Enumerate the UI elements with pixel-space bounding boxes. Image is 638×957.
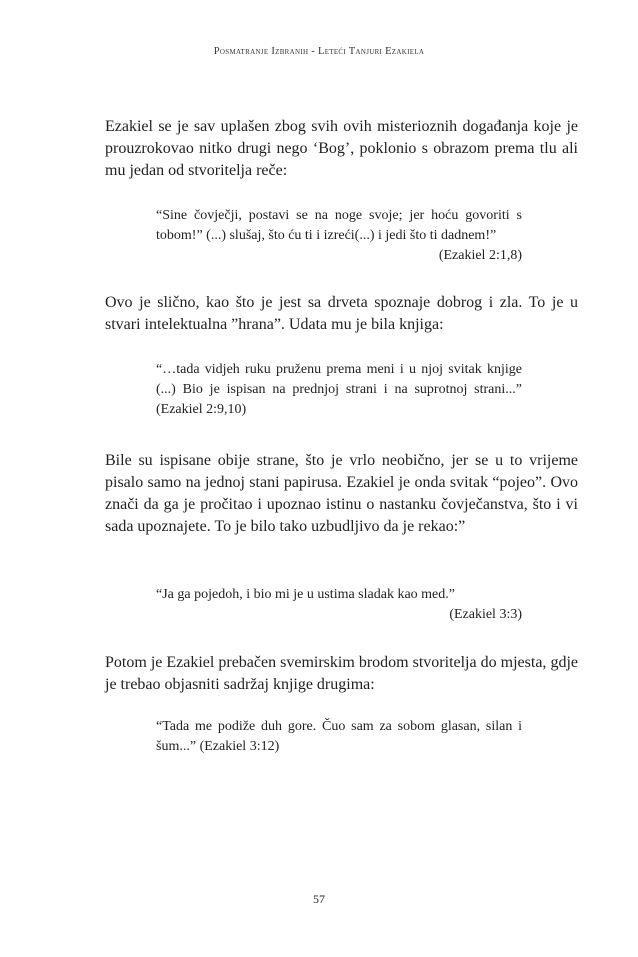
paragraph-3: Bile su ispisane obije strane, što je vrlo neobično, jer se u to vrijeme pisalo samo na jednoj stani papirusa. Ezakiel je onda svitak “pojeo”. Ovo znači da ga je pročitao i upoznao istinu o nastanku čovječanstva, što i vi sada upoznajete. To je bilo tako uzbudljivo da je rekao:” (105, 452, 578, 535)
quote-2 (156, 360, 522, 420)
quote-4 (156, 717, 522, 757)
quote-2-citation: (Ezakiel 2:9,10) (156, 402, 247, 417)
paragraph-2: Ovo je slično, kao što je jest sa drveta spoznaje dobrog i zla. To je u stvari intelektualna ”hrana”. Udata mu je bila knjiga: (105, 294, 578, 333)
quote-3 (156, 585, 522, 625)
quote-1-text: “Sine čovječji, postavi se na noge svoje; jer hoću govoriti s tobom!” (...) slušaj, što ću ti i izreći(...) i jedi što ti dadnem!” (156, 208, 522, 243)
quote-1-citation: (Ezakiel 2:1,8) (438, 248, 522, 263)
quote-3-text: “Ja ga pojedoh, i bio mi je u ustima sladak kao med.” (156, 587, 455, 602)
paragraph-4: Potom je Ezakiel prebačen svemirskim brodom stvoritelja do mjesta, gdje je trebao objasniti sadržaj knjige drugima: (105, 654, 578, 693)
quote-2-text: “…tada vidjeh ruku pruženu prema meni i u njoj svitak knjige (...) Bio je ispisan na prednjoj strani i na suprotnoj strani...” (156, 362, 522, 397)
quote-3-citation: (Ezakiel 3:3) (449, 607, 522, 622)
paragraph-1: Ezakiel se je sav uplašen zbog svih ovih misterioznih događanja koje je prouzrokovao nitko drugi nego ‘Bog’, poklonio s obrazom prema tlu ali mu jedan od stvoritelja reče: (105, 118, 578, 179)
running-header: Posmatranje Izbranih - Leteći Tanjuri Ezakiela (213, 46, 425, 57)
quote-4-text: “Tada me podiže duh gore. Čuo sam za sobom glasan, silan i šum...” (156, 719, 522, 754)
quote-4-citation: (Ezakiel 3:12) (199, 739, 280, 754)
quote-1 (156, 206, 522, 266)
page-number: 57 (313, 892, 325, 906)
